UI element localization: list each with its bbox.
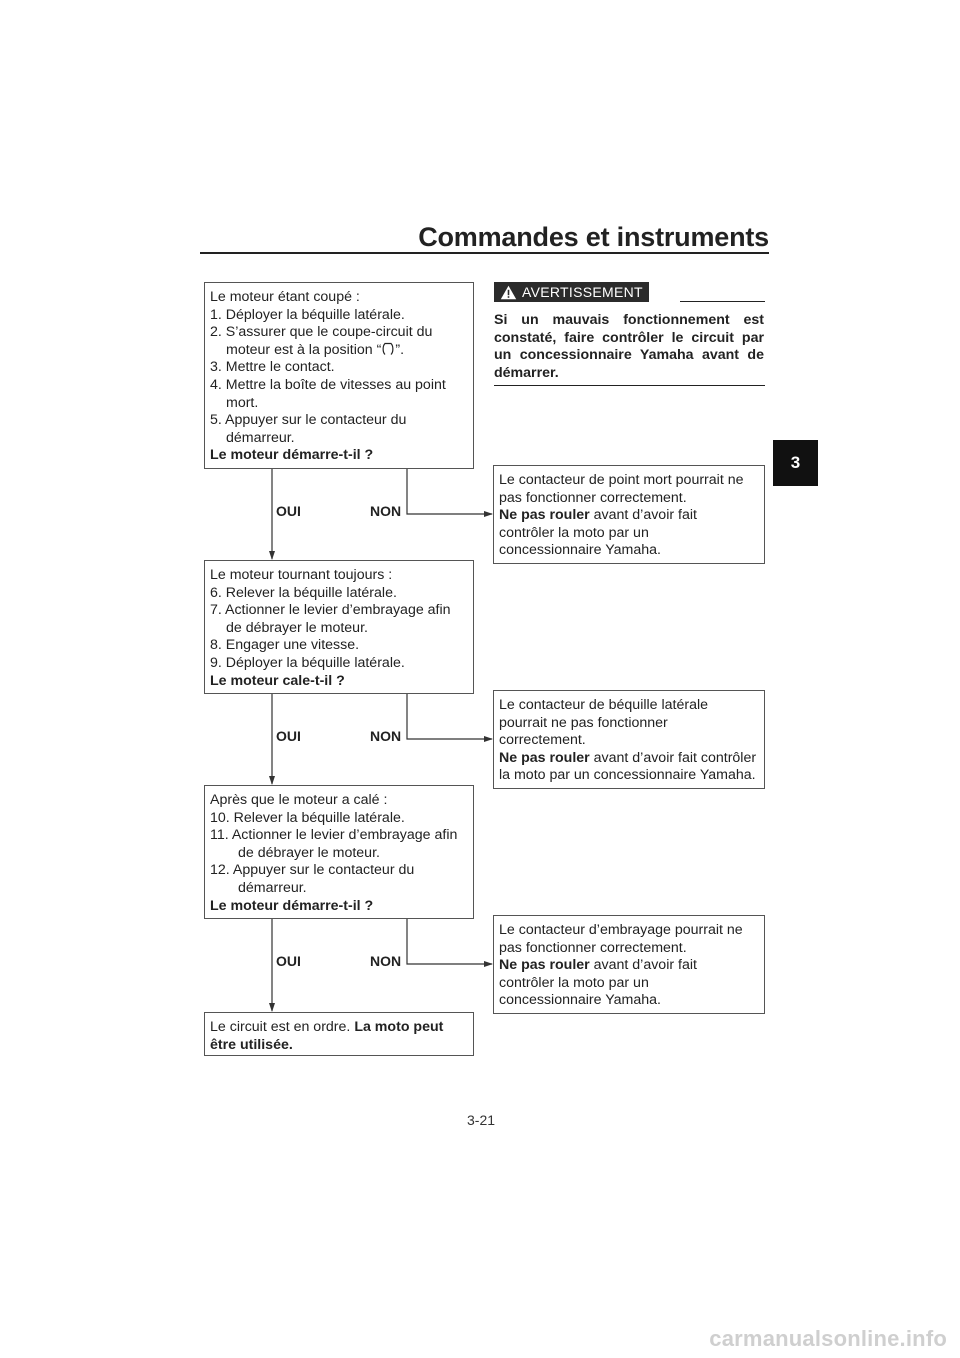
warning-line-3: un concessionnaire Yamaha avant de — [494, 347, 764, 364]
step-11a: 11. Actionner le levier d’embrayage afin — [210, 827, 458, 844]
no-arrow-1 — [407, 469, 492, 514]
final-bold-2: être utilisée. — [210, 1036, 293, 1053]
watermark: carmanualsonline.info — [709, 1326, 947, 1351]
step-1: 1. Déployer la béquille latérale. — [210, 306, 405, 323]
step-box-final — [204, 1012, 474, 1056]
result-2-bold: Ne pas rouler — [499, 749, 590, 766]
result-2-line-3: correctement. — [499, 732, 586, 749]
warning-triangle-icon — [500, 285, 517, 300]
page-title: Commandes et instruments — [418, 222, 769, 252]
yes-label-1: OUI — [276, 503, 301, 519]
result-3-line-1: Le contacteur d’embrayage pourrait ne — [499, 922, 743, 938]
yes-label-3: OUI — [276, 953, 301, 969]
warning-badge — [494, 282, 649, 302]
step-4b: mort. — [226, 394, 259, 411]
no-label-3: NON — [370, 953, 402, 969]
no-arrow-2 — [407, 694, 492, 739]
warning-line-1: Si un mauvais fonctionnement est — [494, 312, 764, 328]
result-2-line-5: la moto par un concessionnaire Yamaha. — [499, 767, 756, 784]
step-3: 3. Mettre le contact. — [210, 359, 335, 376]
result-1-line-2: pas fonctionner correctement. — [499, 489, 687, 506]
warning-text — [494, 312, 764, 382]
step-2a: 2. S’assurer que le coupe-circuit du — [210, 324, 433, 341]
step-12b: démarreur. — [238, 879, 307, 896]
engine-run-switch-icon — [381, 342, 395, 356]
final-text: Le circuit est en ordre. — [210, 1019, 355, 1035]
warning-label: AVERTISSEMENT — [522, 284, 643, 300]
result-1-bold: Ne pas rouler — [499, 507, 590, 524]
step-4a: 4. Mettre la boîte de vitesses au point — [210, 376, 446, 393]
result-box-2 — [493, 690, 765, 789]
result-3-bold: Ne pas rouler — [499, 957, 590, 974]
result-2-line-2: pourrait ne pas fonctionner — [499, 714, 668, 731]
result-2-line-1: Le contacteur de béquille latérale — [499, 697, 709, 713]
no-arrow-3 — [407, 919, 492, 964]
step-box-1-question: Le moteur démarre-t-il ? — [210, 447, 374, 464]
no-label-2: NON — [370, 728, 402, 744]
warning-rule-bottom — [494, 385, 765, 386]
step-10: 10. Relever la béquille latérale. — [210, 809, 405, 826]
step-8: 8. Engager une vitesse. — [210, 637, 360, 654]
result-1-line-3: avant d’avoir fait — [589, 507, 697, 524]
result-1-line-5: concessionnaire Yamaha. — [499, 542, 661, 559]
warning-rule-top — [680, 301, 765, 302]
step-box-2 — [204, 560, 474, 694]
step-5b: démarreur. — [226, 429, 295, 446]
step-box-3 — [204, 785, 474, 919]
step-box-2-question: Le moteur cale-t-il ? — [210, 672, 345, 689]
step-7a: 7. Actionner le levier d’embrayage afin — [210, 602, 451, 619]
step-box-3-intro: Après que le moteur a calé : — [210, 792, 388, 808]
result-1-line-1: Le contacteur de point mort pourrait ne — [499, 472, 744, 488]
result-3-line-3: avant d’avoir fait — [589, 957, 697, 974]
no-label-1: NON — [370, 503, 402, 519]
warning-line-2: constaté, faire contrôler le circuit par — [494, 329, 764, 346]
warning-line-4: démarrer. — [494, 364, 559, 381]
result-1-line-4: contrôler la moto par un — [499, 524, 649, 541]
step-box-3-question: Le moteur démarre-t-il ? — [210, 897, 374, 914]
result-2-line-4: avant d’avoir fait contrôler — [589, 749, 757, 766]
step-9: 9. Déployer la béquille latérale. — [210, 654, 405, 671]
result-box-3 — [493, 915, 765, 1014]
result-3-line-4: contrôler la moto par un — [499, 974, 649, 991]
step-6: 6. Relever la béquille latérale. — [210, 584, 397, 601]
step-5a: 5. Appuyer sur le contacteur du — [210, 412, 407, 429]
result-3-line-5: concessionnaire Yamaha. — [499, 992, 661, 1009]
step-box-1-intro: Le moteur étant coupé : — [210, 289, 360, 305]
chapter-tab[interactable]: 3 — [773, 440, 818, 486]
result-box-1 — [493, 465, 765, 564]
yes-label-2: OUI — [276, 728, 301, 744]
final-bold-1: La moto peut — [354, 1019, 444, 1035]
page-number: 3-21 — [467, 1112, 496, 1128]
step-box-2-intro: Le moteur tournant toujours : — [210, 567, 393, 583]
step-11b: de débrayer le moteur. — [238, 844, 380, 861]
step-12a: 12. Appuyer sur le contacteur du — [210, 862, 415, 879]
step-box-1 — [204, 282, 474, 469]
step-2b: moteur est à la position “ ”. — [226, 341, 405, 358]
step-7b: de débrayer le moteur. — [226, 619, 368, 636]
result-3-line-2: pas fonctionner correctement. — [499, 939, 687, 956]
